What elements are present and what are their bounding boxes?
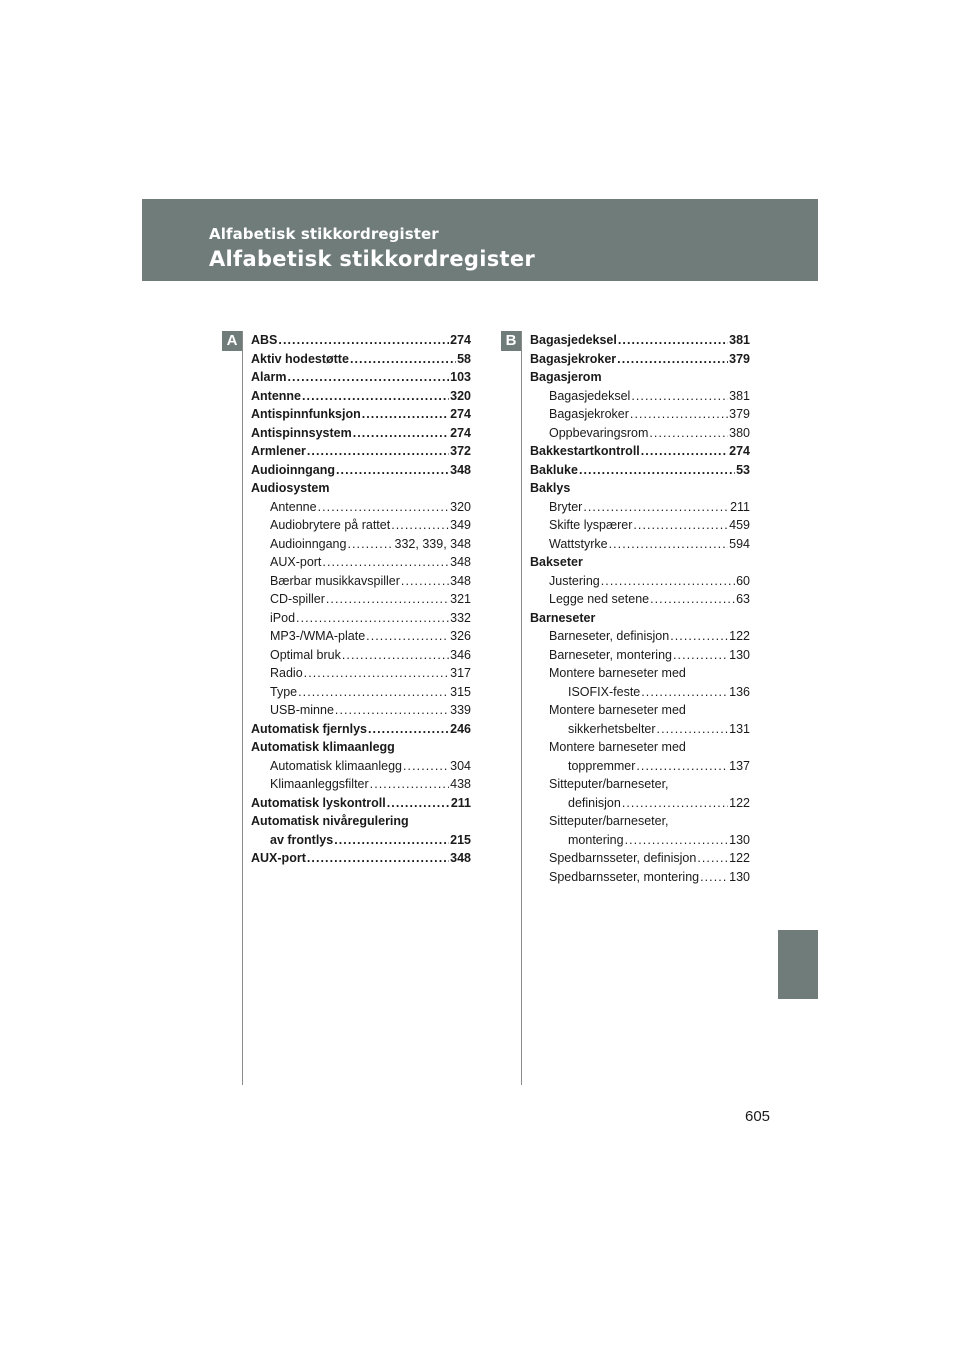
entry-page: 379 <box>729 407 750 421</box>
index-entry <box>251 683 471 702</box>
index-entry <box>530 387 750 406</box>
leader-dots <box>391 516 449 535</box>
entry-label: Alarm <box>251 370 287 384</box>
leader-dots <box>347 535 393 554</box>
index-entry <box>530 572 750 591</box>
entry-label: Oppbevaringsrom <box>549 425 649 440</box>
entry-page: 60 <box>736 573 750 588</box>
entry-page: 438 <box>450 777 471 791</box>
entry-page: 381 <box>729 333 750 347</box>
entry-label: AUX-port <box>251 851 306 865</box>
entry-page: 246 <box>450 721 471 736</box>
entry-page: 103 <box>450 370 471 384</box>
entry-page: 58 <box>457 351 471 366</box>
leader-dots <box>601 572 735 591</box>
leader-dots <box>287 368 449 387</box>
letter-a-marker: A <box>222 331 242 351</box>
leader-dots <box>368 720 449 739</box>
leader-dots <box>700 868 728 887</box>
entry-label: montering <box>568 832 624 847</box>
leader-dots <box>697 849 728 868</box>
index-entry <box>530 461 750 480</box>
entry-label: USB-minne <box>270 703 334 717</box>
index-entry <box>530 738 750 757</box>
leader-dots <box>618 331 728 350</box>
leader-dots <box>636 757 728 776</box>
entry-page: 131 <box>729 721 750 736</box>
index-entry <box>251 387 471 406</box>
leader-dots <box>302 387 449 406</box>
thumb-index-tab <box>778 930 818 999</box>
entry-page: 122 <box>729 629 750 643</box>
entry-label: sikkerhetsbelter <box>568 721 656 736</box>
index-entry <box>251 775 471 794</box>
index-entry <box>530 498 750 517</box>
index-entry <box>251 831 471 850</box>
leader-dots <box>307 849 449 868</box>
entry-label: Audiosystem <box>251 481 330 495</box>
index-entry <box>251 479 471 498</box>
entry-label: Bagasjekroker <box>549 407 629 421</box>
entry-label: Bærbar musikkavspiller <box>270 573 400 588</box>
leader-dots <box>649 424 728 443</box>
leader-dots <box>342 646 449 665</box>
leader-dots <box>633 516 728 535</box>
index-entry <box>530 812 750 831</box>
index-entry <box>530 442 750 461</box>
index-entry <box>530 831 750 850</box>
entry-label: Automatisk nivåregulering <box>251 814 409 828</box>
entry-label: Antispinnsystem <box>251 425 352 440</box>
entry-label: Bagasjekroker <box>530 351 617 366</box>
index-entry <box>530 627 750 646</box>
index-entry <box>530 664 750 683</box>
index-entry <box>530 424 750 443</box>
entry-page: 274 <box>450 333 471 347</box>
column-b-divider <box>521 331 522 1085</box>
leader-dots <box>657 720 729 739</box>
leader-dots <box>298 683 449 702</box>
entry-page: 348 <box>450 462 471 477</box>
page-number: 605 <box>745 1108 771 1125</box>
entry-label: ABS <box>251 333 278 347</box>
entry-label: Aktiv hodestøtte <box>251 351 349 366</box>
leader-dots <box>622 794 728 813</box>
leader-dots <box>353 424 449 443</box>
entry-label: Optimal bruk <box>270 647 341 662</box>
entry-label: Sitteputer/barneseter, <box>549 814 669 828</box>
leader-dots <box>579 461 735 480</box>
entry-label: Skifte lyspærer <box>549 518 633 532</box>
entry-page: 346 <box>450 647 471 662</box>
leader-dots <box>336 461 449 480</box>
entry-page: 348 <box>450 851 471 865</box>
leader-dots <box>387 794 450 813</box>
entry-label: Antenne <box>270 499 317 514</box>
entry-label: Automatisk klimaanlegg <box>251 740 395 754</box>
entry-page: 122 <box>729 795 750 810</box>
leader-dots <box>641 442 728 461</box>
entry-page: 320 <box>450 499 471 514</box>
entry-page: 349 <box>450 518 471 532</box>
entry-label: Bakseter <box>530 555 583 569</box>
entry-label: Automatisk lyskontroll <box>251 795 386 810</box>
index-column-b <box>530 331 750 886</box>
index-entry <box>251 405 471 424</box>
index-entry <box>530 757 750 776</box>
entry-label: Antenne <box>251 388 301 403</box>
leader-dots <box>318 498 450 517</box>
entry-page: 136 <box>729 684 750 699</box>
leader-dots <box>335 701 449 720</box>
entry-page: 53 <box>736 462 750 477</box>
leader-dots <box>641 683 728 702</box>
section-title: Alfabetisk stikkordregister <box>209 225 439 243</box>
column-a-divider <box>242 331 243 1085</box>
entry-label: Spedbarnsseter, definisjon <box>549 851 697 865</box>
entry-page: 381 <box>729 388 750 403</box>
entry-label: Barneseter <box>530 610 596 625</box>
index-entry <box>251 368 471 387</box>
entry-page: 379 <box>729 351 750 366</box>
index-entry <box>530 701 750 720</box>
entry-page: 459 <box>729 518 750 532</box>
entry-label: Bagasjerom <box>530 370 602 384</box>
leader-dots <box>617 350 728 369</box>
entry-label: Sitteputer/barneseter, <box>549 777 669 791</box>
index-entry <box>251 646 471 665</box>
entry-label: Bakkestartkontroll <box>530 444 640 458</box>
index-entry <box>251 757 471 776</box>
entry-label: Montere barneseter med <box>549 703 686 717</box>
entry-page: 348 <box>450 573 471 588</box>
entry-label: Bryter <box>549 499 583 514</box>
entry-page: 348 <box>450 555 471 569</box>
index-entry <box>251 720 471 739</box>
entry-label: Legge ned setene <box>549 592 650 606</box>
index-entry <box>530 849 750 868</box>
leader-dots <box>673 646 728 665</box>
entry-label: MP3-/WMA-plate <box>270 629 366 643</box>
index-entry <box>251 331 471 350</box>
index-entry <box>251 701 471 720</box>
entry-page: 372 <box>450 444 471 458</box>
leader-dots <box>322 553 449 572</box>
leader-dots <box>366 627 449 646</box>
index-entry <box>251 350 471 369</box>
entry-page: 137 <box>729 758 750 773</box>
entry-label: Klimaanleggsfilter <box>270 777 369 791</box>
entry-page: 332 <box>450 610 471 625</box>
index-entry <box>530 609 750 628</box>
index-entry <box>530 553 750 572</box>
leader-dots <box>583 498 729 517</box>
entry-label: CD-spiller <box>270 592 325 606</box>
entry-label: Bakluke <box>530 462 578 477</box>
letter-b-marker: B <box>501 331 521 351</box>
leader-dots <box>307 442 449 461</box>
index-column-a <box>251 331 471 868</box>
index-entry <box>251 590 471 609</box>
entry-page: 274 <box>450 425 471 440</box>
header-banner <box>142 199 818 281</box>
entry-page: 63 <box>736 592 750 606</box>
entry-page: 594 <box>729 536 750 551</box>
entry-label: iPod <box>270 610 296 625</box>
entry-page: 304 <box>450 758 471 773</box>
index-entry <box>530 535 750 554</box>
index-entry <box>251 664 471 683</box>
page-title: Alfabetisk stikkordregister <box>209 247 536 271</box>
entry-label: Baklys <box>530 481 571 495</box>
entry-label: toppremmer <box>568 758 636 773</box>
entry-label: Audiobrytere på rattet <box>270 518 391 532</box>
entry-page: 332, 339, 348 <box>394 536 471 551</box>
index-entry <box>530 331 750 350</box>
entry-label: Barneseter, definisjon <box>549 629 670 643</box>
entry-page: 339 <box>450 703 471 717</box>
entry-label: Type <box>270 684 298 699</box>
index-entry <box>251 794 471 813</box>
entry-label: AUX-port <box>270 555 322 569</box>
index-entry <box>530 479 750 498</box>
leader-dots <box>334 831 449 850</box>
entry-label: Spedbarnsseter, montering <box>549 869 700 884</box>
entry-label: Audioinngang <box>270 536 347 551</box>
leader-dots <box>362 405 449 424</box>
leader-dots <box>650 590 735 609</box>
leader-dots <box>370 775 449 794</box>
entry-label: Justering <box>549 573 600 588</box>
entry-page: 321 <box>450 592 471 606</box>
entry-page: 380 <box>729 425 750 440</box>
index-entry <box>251 498 471 517</box>
index-entry <box>530 368 750 387</box>
index-entry <box>530 683 750 702</box>
entry-page: 326 <box>450 629 471 643</box>
entry-page: 317 <box>450 666 471 680</box>
leader-dots <box>609 535 729 554</box>
leader-dots <box>403 757 449 776</box>
entry-label: Barneseter, montering <box>549 647 672 662</box>
entry-page: 211 <box>730 499 750 514</box>
entry-page: 211 <box>450 795 471 810</box>
entry-page: 320 <box>450 388 471 403</box>
leader-dots <box>326 590 449 609</box>
entry-page: 274 <box>450 407 471 421</box>
leader-dots <box>630 405 728 424</box>
entry-page: 130 <box>729 832 750 847</box>
entry-label: definisjon <box>568 795 621 810</box>
leader-dots <box>350 350 456 369</box>
leader-dots <box>278 331 449 350</box>
index-entry <box>251 849 471 868</box>
leader-dots <box>304 664 449 683</box>
index-entry <box>251 442 471 461</box>
index-entry <box>530 350 750 369</box>
entry-label: Automatisk klimaanlegg <box>270 758 403 773</box>
index-entry <box>251 535 471 554</box>
index-entry <box>530 720 750 739</box>
entry-label: Armlener <box>251 444 306 458</box>
index-entry <box>530 516 750 535</box>
entry-label: Audioinngang <box>251 462 336 477</box>
entry-label: Montere barneseter med <box>549 740 686 754</box>
index-entry <box>530 590 750 609</box>
entry-page: 130 <box>729 647 750 662</box>
entry-label: Montere barneseter med <box>549 666 686 680</box>
entry-page: 122 <box>729 851 750 865</box>
entry-label: av frontlys <box>270 832 334 847</box>
index-entry <box>251 609 471 628</box>
entry-page: 315 <box>450 684 471 699</box>
entry-label: Bagasjedeksel <box>530 333 617 347</box>
entry-label: Automatisk fjernlys <box>251 721 368 736</box>
entry-label: Bagasjedeksel <box>549 388 631 403</box>
entry-page: 215 <box>450 832 471 847</box>
leader-dots <box>670 627 728 646</box>
entry-page: 130 <box>729 869 750 884</box>
entry-page: 274 <box>729 444 750 458</box>
entry-label: Radio <box>270 666 303 680</box>
entry-label: ISOFIX-feste <box>568 684 641 699</box>
leader-dots <box>631 387 728 406</box>
entry-label: Antispinnfunksjon <box>251 407 361 421</box>
index-entry <box>251 812 471 831</box>
index-entry <box>251 461 471 480</box>
index-entry <box>251 516 471 535</box>
index-entry <box>251 627 471 646</box>
index-entry <box>251 738 471 757</box>
index-entry <box>530 775 750 794</box>
entry-label: Wattstyrke <box>549 536 608 551</box>
index-entry <box>530 794 750 813</box>
index-entry <box>530 405 750 424</box>
index-entry <box>530 646 750 665</box>
leader-dots <box>401 572 449 591</box>
leader-dots <box>296 609 449 628</box>
leader-dots <box>625 831 729 850</box>
index-entry <box>251 553 471 572</box>
index-entry <box>251 424 471 443</box>
index-entry <box>530 868 750 887</box>
index-entry <box>251 572 471 591</box>
